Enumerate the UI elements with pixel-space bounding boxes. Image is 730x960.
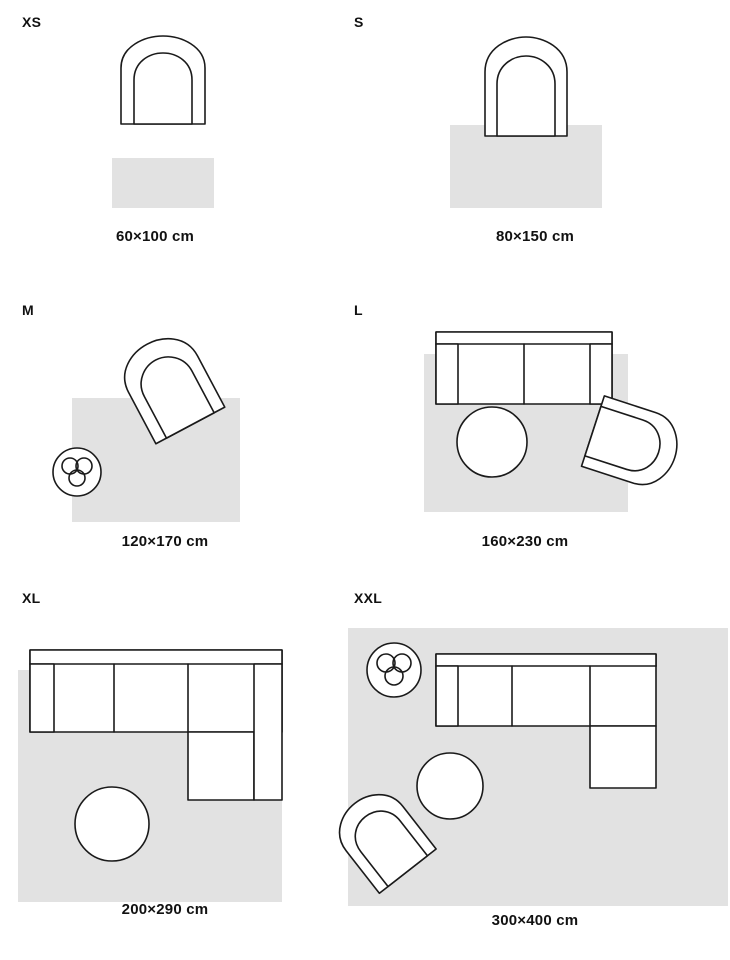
rug-xs: [112, 158, 214, 208]
dimension-label-xs: 60×100 cm: [115, 228, 195, 245]
size-label-xl: XL: [22, 590, 41, 606]
size-cell-s: [340, 0, 730, 270]
size-label-s: S: [354, 14, 364, 30]
diagram-xl: [0, 612, 340, 892]
size-cell-xs: [0, 0, 310, 270]
diagram-xxl: [340, 612, 730, 902]
diagram-s: [340, 20, 730, 210]
scene-xs: [0, 20, 310, 210]
dimension-label-m: 120×170 cm: [121, 533, 209, 550]
diagram-l: [340, 312, 730, 512]
armchair-cushion-s: [497, 56, 555, 136]
dimension-label-l: 160×230 cm: [481, 533, 569, 550]
size-cell-m: [0, 288, 340, 568]
diagram-m: [0, 312, 340, 512]
armchair-cushion-xs: [134, 53, 192, 124]
rug-s: [450, 125, 602, 208]
size-cell-xl: [0, 576, 340, 960]
dimension-label-s: 80×150 cm: [495, 228, 575, 245]
scene-xxl: [340, 612, 730, 902]
size-cell-xxl: [340, 576, 730, 960]
scene-s: [340, 20, 730, 210]
side-table-plant-m: [53, 448, 101, 496]
scene-m: [0, 312, 340, 512]
round-coffee-table-xl: [75, 787, 149, 861]
size-cell-l: [340, 288, 730, 568]
dimension-label-xl: 200×290 cm: [121, 901, 209, 918]
scene-l: [340, 312, 730, 512]
dimension-label-xxl: 300×400 cm: [491, 912, 579, 929]
size-label-xs: XS: [22, 14, 42, 30]
round-coffee-table-xxl: [417, 753, 483, 819]
sofa-l: [436, 332, 612, 404]
size-label-m: M: [22, 302, 34, 318]
scene-xl: [0, 612, 340, 892]
size-label-xxl: XXL: [354, 590, 383, 606]
size-label-l: L: [354, 302, 363, 318]
side-table-plant-xxl: [367, 643, 421, 697]
diagram-xs: [0, 20, 310, 210]
round-coffee-table-l: [457, 407, 527, 477]
